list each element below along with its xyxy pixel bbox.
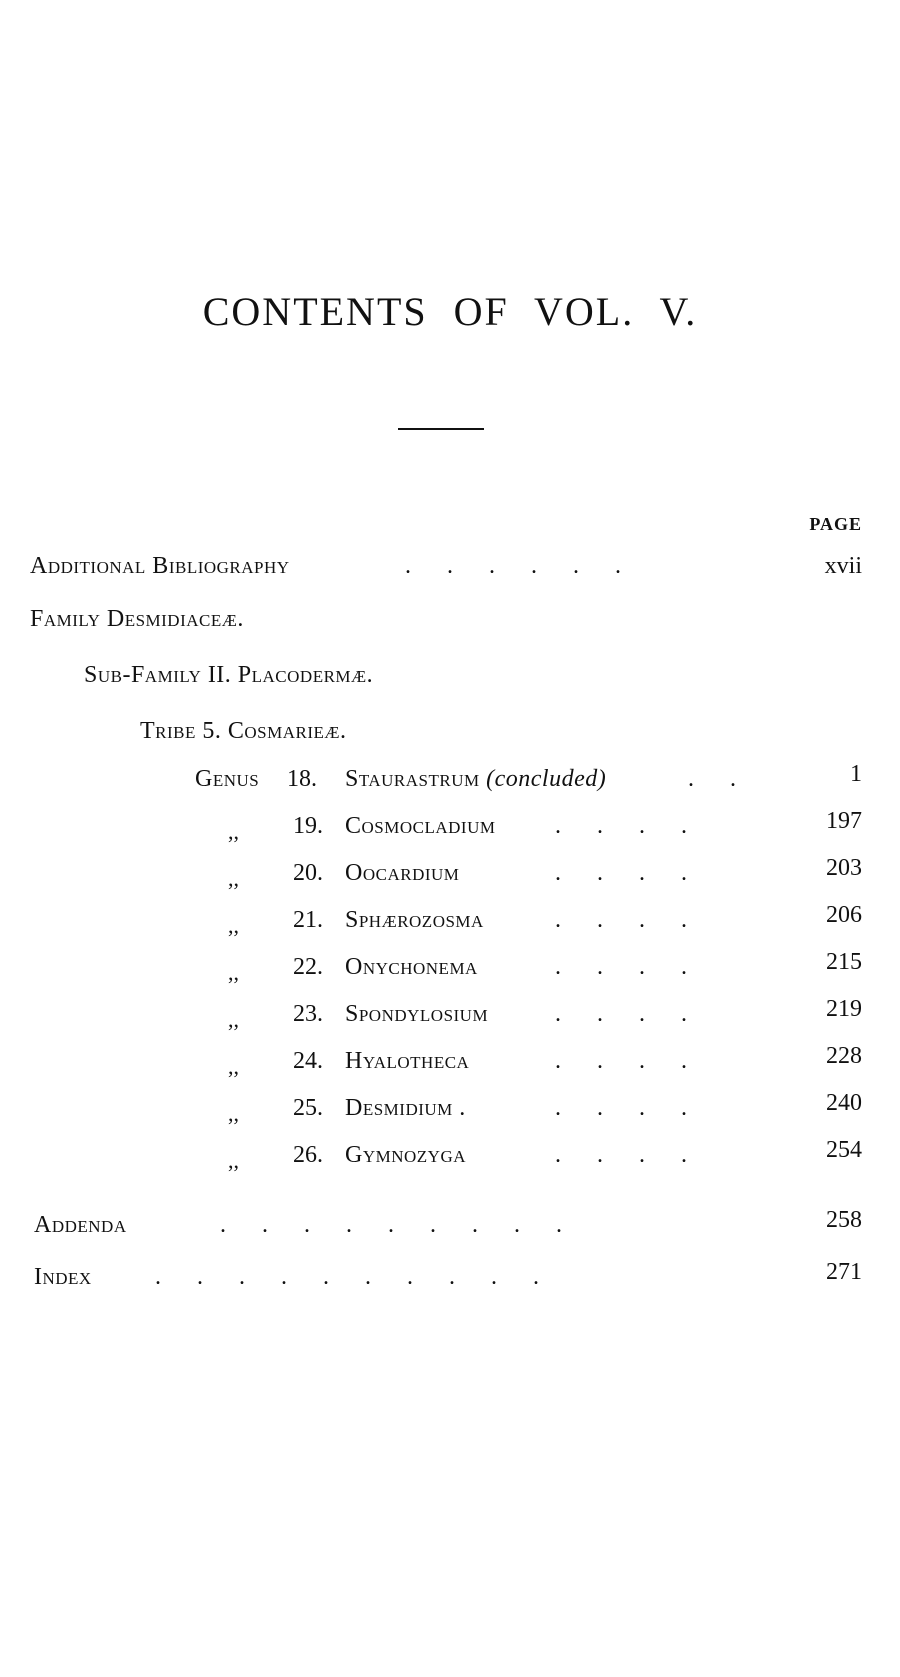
ditto-mark: ,, xyxy=(228,1101,239,1126)
genus-number: 19. xyxy=(293,813,323,839)
genus-name xyxy=(345,954,478,981)
genus-leader: . . . . xyxy=(555,907,687,933)
page-column-heading: PAGE xyxy=(809,514,862,534)
bibliography-leader: . . . . . . xyxy=(405,553,621,579)
genus-leader: . . . . xyxy=(555,1048,687,1074)
index-label: Index xyxy=(34,1264,92,1290)
genus-note: (concluded) xyxy=(486,766,607,792)
genus-page: 215 xyxy=(826,949,862,975)
genus-name xyxy=(345,1142,466,1169)
genus-name-text: Spondylosium xyxy=(345,1001,489,1027)
genus-name xyxy=(345,813,495,840)
addenda-leader: . . . . . . . . . xyxy=(220,1212,562,1238)
genus-leader: . . . . xyxy=(555,954,687,980)
genus-page: 1 xyxy=(850,761,862,787)
genus-name xyxy=(345,766,606,793)
ditto-mark: ,, xyxy=(228,1148,239,1173)
genus-page: 254 xyxy=(826,1137,862,1163)
genus-leader: . . . . xyxy=(555,1095,687,1121)
genus-name xyxy=(345,907,484,934)
genus-name-text: Hyalotheca xyxy=(345,1048,470,1074)
page-title: CONTENTS OF VOL. V. xyxy=(202,289,698,334)
ditto-mark: ,, xyxy=(228,866,239,891)
genus-leader: . . . . xyxy=(555,1001,687,1027)
genus-number: 25. xyxy=(293,1095,323,1121)
subfamily-heading: Sub-Family II. Placodermæ. xyxy=(84,662,374,688)
genus-name xyxy=(345,1001,488,1028)
genus-leader: . . . . xyxy=(555,813,687,839)
genus-page: 228 xyxy=(826,1043,862,1069)
genus-name xyxy=(345,1048,469,1075)
genus-name-text: Oocardium xyxy=(345,860,460,886)
genus-leader: . . . . xyxy=(555,860,687,886)
genus-number: 26. xyxy=(293,1142,323,1168)
title-rule xyxy=(398,428,484,430)
ditto-mark: ,, xyxy=(228,819,239,844)
genus-page: 206 xyxy=(826,902,862,928)
index-leader: . . . . . . . . . . xyxy=(155,1264,539,1290)
genus-leader: . . xyxy=(688,766,736,792)
ditto-mark: ,, xyxy=(228,1054,239,1079)
tribe-heading: Tribe 5. Cosmarieæ. xyxy=(140,718,347,744)
index-page: 271 xyxy=(826,1259,862,1285)
ditto-mark: ,, xyxy=(228,1007,239,1032)
genus-name xyxy=(345,860,459,887)
genus-name-text: Desmidium . xyxy=(345,1095,466,1121)
genus-name-text: Sphærozosma xyxy=(345,907,484,933)
genus-name-text: Gymnozyga xyxy=(345,1142,466,1168)
ditto-mark: ,, xyxy=(228,960,239,985)
genus-leader: . . . . xyxy=(555,1142,687,1168)
genus-number: 18. xyxy=(287,766,317,792)
genus-number: 20. xyxy=(293,860,323,886)
genus-name-text: Staurastrum xyxy=(345,766,480,792)
addenda-page: 258 xyxy=(826,1207,862,1233)
genus-number: 22. xyxy=(293,954,323,980)
genus-name-text: Onychonema xyxy=(345,954,478,980)
genus-number: 21. xyxy=(293,907,323,933)
genus-page: 219 xyxy=(826,996,862,1022)
genus-number: 24. xyxy=(293,1048,323,1074)
genus-page: 197 xyxy=(826,808,862,834)
genus-page: 203 xyxy=(826,855,862,881)
ditto-mark: ,, xyxy=(228,913,239,938)
genus-name xyxy=(345,1095,466,1122)
bibliography-page: xvii xyxy=(824,553,862,579)
genus-word: Genus xyxy=(195,766,260,792)
genus-number: 23. xyxy=(293,1001,323,1027)
genus-page: 240 xyxy=(826,1090,862,1116)
genus-name-text: Cosmocladium xyxy=(345,813,496,839)
bibliography-label: Additional Bibliography xyxy=(30,553,290,579)
family-heading: Family Desmidiaceæ. xyxy=(30,606,244,632)
addenda-label: Addenda xyxy=(34,1212,127,1238)
